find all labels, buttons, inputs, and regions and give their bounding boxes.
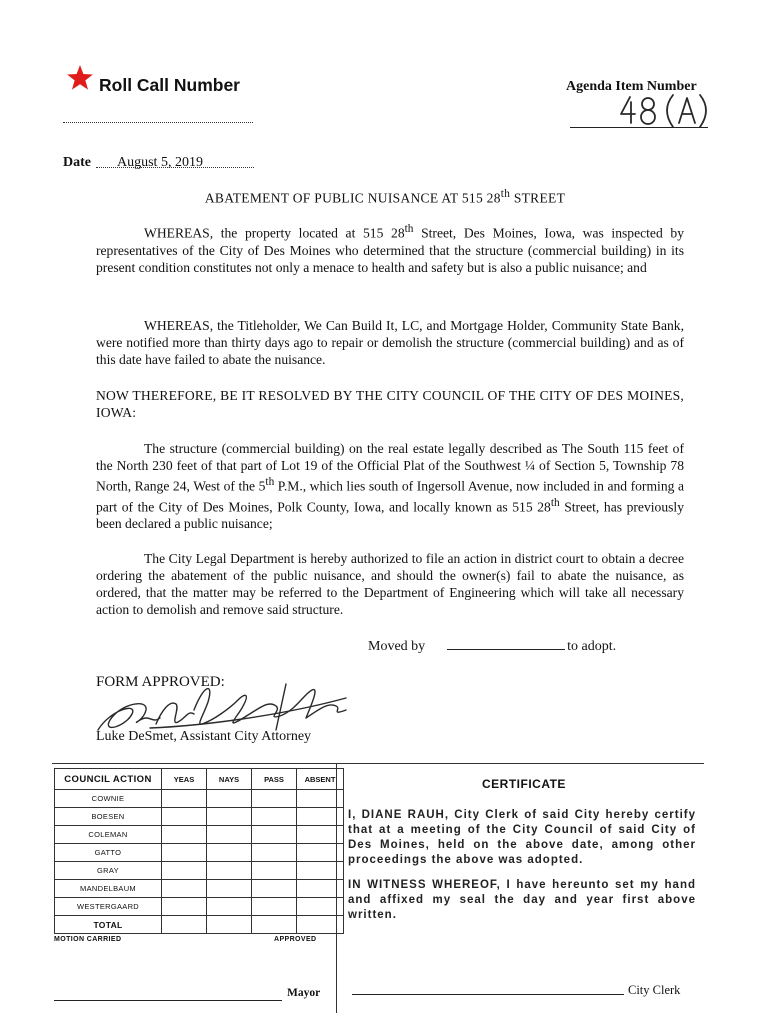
date-label: Date: [63, 155, 91, 170]
vote-cell: [252, 826, 297, 844]
certificate-title: CERTIFICATE: [482, 777, 566, 791]
council-action-table: [54, 768, 344, 934]
vote-cell: [252, 916, 297, 934]
vote-cell: [207, 808, 252, 826]
date-value: August 5, 2019: [117, 155, 203, 170]
vote-cell: [162, 916, 207, 934]
moved-by-blank: [447, 637, 565, 650]
absent-header: ABSENT: [297, 769, 344, 790]
member-name: GATTO: [55, 844, 162, 862]
agenda-item-underline: [570, 127, 708, 128]
p4-text-a: The structure (commercial building) on the real estate legally described as The South 115 feet of the North 230 feet of that part of Lot 19 of the Official Plat of the Southwest ¼ of Section 5, Township 78 North, Range 24, West of the 5: [96, 441, 684, 494]
p4-sup-2: th: [550, 496, 560, 509]
p1-text-b: Street, Des Moines, Iowa, was inspected by representatives of the City of Des Moines who determined that the structure (commercial building) in its present condition constitutes not only a menace to health and safety but is also a public nuisance; and: [96, 225, 684, 275]
member-name: BOESEN: [55, 808, 162, 826]
vote-cell: [162, 808, 207, 826]
table-row: [55, 880, 344, 898]
mayor-signature-line: [54, 1000, 282, 1001]
table-header-row: [55, 769, 344, 790]
vote-cell: [297, 844, 344, 862]
member-name: GRAY: [55, 862, 162, 880]
vote-cell: [162, 844, 207, 862]
vote-cell: [207, 844, 252, 862]
legal-description-paragraph: [96, 440, 684, 532]
red-star-icon: [66, 64, 94, 92]
assistant-city-attorney: Luke DeSmet, Assistant City Attorney: [96, 729, 312, 744]
council-action-header: COUNCIL ACTION: [55, 769, 162, 790]
table-total-row: [55, 916, 344, 934]
table-row: [55, 826, 344, 844]
vote-cell: [207, 790, 252, 808]
resolution-title: [0, 188, 770, 207]
nays-header: NAYS: [207, 769, 252, 790]
vote-cell: [162, 898, 207, 916]
yeas-header: YEAS: [162, 769, 207, 790]
certificate-paragraph-1: I, DIANE RAUH, City Clerk of said City hereby certify that at a meeting of the City Council of said City of Des Moines, held on the above date, among other proceedings the above was adopted.: [348, 809, 696, 866]
moved-by-label: Moved by: [368, 639, 426, 654]
bottom-section-rule: [52, 763, 704, 764]
clerk-signature-line: [352, 994, 624, 995]
vote-cell: [207, 898, 252, 916]
title-sup: th: [500, 188, 511, 200]
form-approved-label: FORM APPROVED:: [96, 674, 225, 690]
legal-department-paragraph: The City Legal Department is hereby authorized to file an action in district court to obtain a decree ordering the abatement of the public nuisance, and should the owner(s) fail to abate the nuisance, as ordered, that the matter may be referred to the Department of Engineering which will take all necessary action to demolish and remove said structure.: [96, 551, 684, 617]
p1-text-a: WHEREAS, the property located at 515 28: [144, 225, 405, 241]
vote-cell: [162, 790, 207, 808]
vote-cell: [297, 862, 344, 880]
roll-call-number-blank: [63, 122, 253, 123]
vote-cell: [252, 808, 297, 826]
vote-cell: [162, 880, 207, 898]
city-clerk-label: City Clerk: [628, 983, 681, 997]
p4-text-c: Street, has previously been declared a public nuisance;: [96, 499, 684, 532]
pass-header: PASS: [252, 769, 297, 790]
approved-label: APPROVED: [274, 936, 317, 943]
table-row: [55, 862, 344, 880]
member-name: WESTERGAARD: [55, 898, 162, 916]
vote-cell: [252, 880, 297, 898]
p4-sup-1: th: [265, 476, 275, 488]
vote-cell: [162, 862, 207, 880]
vote-cell: [207, 826, 252, 844]
p1-sup: th: [404, 223, 414, 235]
whereas-paragraph-1: [96, 221, 684, 276]
whereas-paragraph-2: WHEREAS, the Titleholder, We Can Build It, LC, and Mortgage Holder, Community State Bank, were notified more than thirty days ago to repair or demolish the structure (commercial building) and as of this date have failed to abate the nuisance.: [96, 318, 684, 367]
resolved-clause: NOW THEREFORE, BE IT RESOLVED BY THE CITY COUNCIL OF THE CITY OF DES MOINES, IOWA:: [96, 388, 684, 420]
p4-text-b: P.M., which lies south of Ingersoll Avenue, now included in and forming a part of the City of Des Moines, Polk County, Iowa, and locally known as 515 28: [96, 478, 684, 515]
agenda-item-number-handwritten: [618, 93, 710, 129]
vote-cell: [297, 880, 344, 898]
vote-cell: [207, 862, 252, 880]
vote-cell: [207, 916, 252, 934]
table-row: [55, 898, 344, 916]
title-tail: STREET: [510, 190, 566, 206]
vote-cell: [252, 790, 297, 808]
table-row: [55, 790, 344, 808]
vote-cell: [252, 898, 297, 916]
vote-cell: [297, 790, 344, 808]
vote-cell: [207, 880, 252, 898]
vote-cell: [252, 862, 297, 880]
total-label: TOTAL: [55, 916, 162, 934]
vote-cell: [252, 844, 297, 862]
vote-cell: [297, 916, 344, 934]
mayor-label: Mayor: [287, 987, 321, 999]
roll-call-label: Roll Call Number: [99, 75, 240, 95]
vote-cell: [297, 808, 344, 826]
motion-carried-label: MOTION CARRIED: [54, 936, 122, 943]
agenda-item-label: Agenda Item Number: [566, 79, 697, 94]
moved-by-line: [368, 637, 638, 655]
table-row: [55, 844, 344, 862]
vote-cell: [297, 898, 344, 916]
member-name: COWNIE: [55, 790, 162, 808]
member-name: MANDELBAUM: [55, 880, 162, 898]
certificate-paragraph-2: IN WITNESS WHEREOF, I have hereunto set my hand and affixed my seal the day and year first above written.: [348, 879, 696, 921]
vote-cell: [297, 826, 344, 844]
table-row: [55, 808, 344, 826]
vote-cell: [162, 826, 207, 844]
member-name: COLEMAN: [55, 826, 162, 844]
title-text: ABATEMENT OF PUBLIC NUISANCE AT 515 28: [204, 190, 501, 206]
to-adopt-label: to adopt.: [567, 639, 617, 654]
